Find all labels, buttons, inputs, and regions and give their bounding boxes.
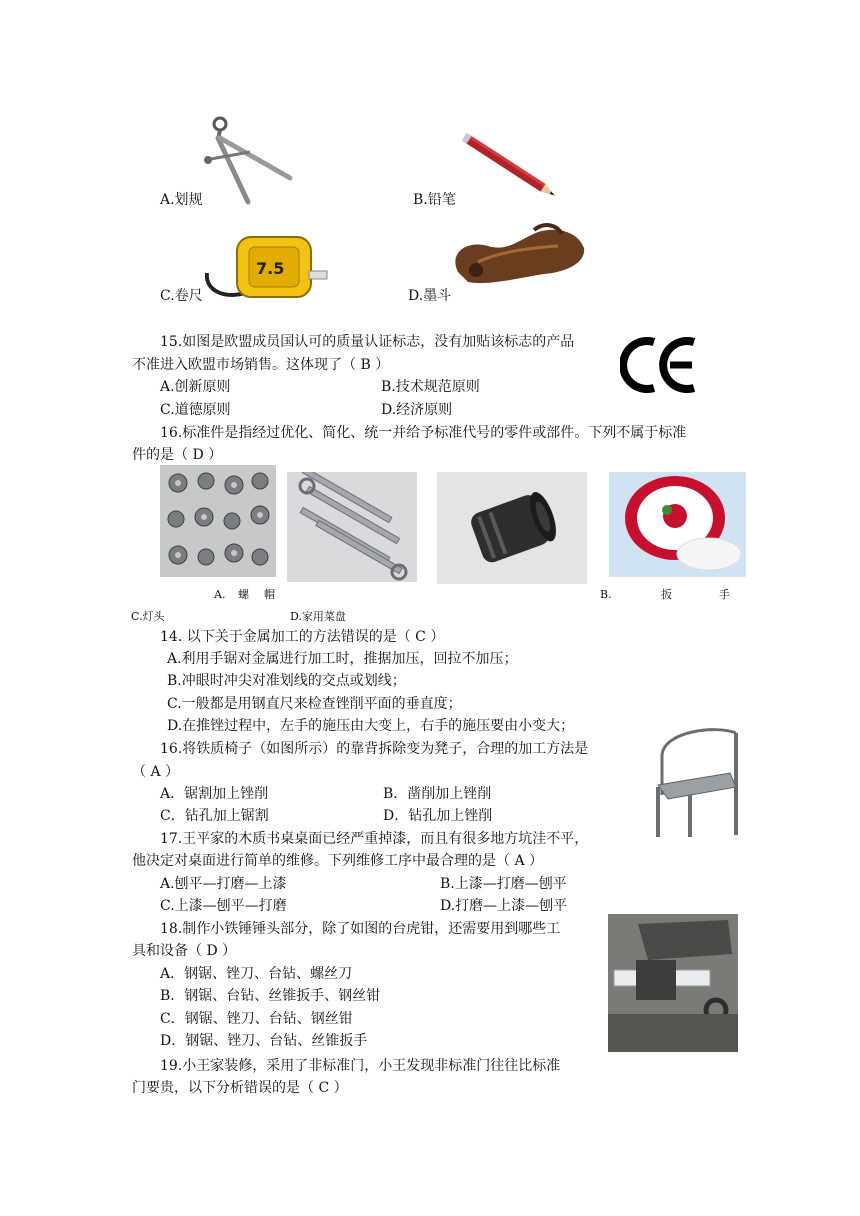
ink-marker-image: [448, 222, 588, 290]
q14-option-a: A.利用手锯对金属进行加工时，推据加压，回拉不加压；: [167, 651, 518, 667]
option-tape-measure: C.卷尺: [160, 288, 203, 304]
option-compass: A.划规: [160, 192, 203, 208]
q19-stem-line1: 19.小王家装修，采用了非标准门，小王发现非标准门往往比标准: [160, 1058, 561, 1074]
q16b-option-b: B．凿削加上锉削: [383, 786, 492, 802]
q15-stem-line1: 15.如图是欧盟成员国认可的质量认证标志，没有加贴该标志的产品: [160, 334, 575, 350]
tape-measure-image: [205, 233, 330, 301]
q16-label-b-char1: 扳: [661, 588, 672, 601]
q15-option-d: D.经济原则: [381, 402, 453, 418]
q14-option-c: C.一般都是用钢直尺来检查锉削平面的垂直度；: [167, 696, 462, 712]
q18-option-c: C．钢锯、锉刀、台钻、钢丝钳: [160, 1011, 353, 1027]
q17-stem-line2: 他决定对桌面进行简单的维修。下列维修工序中最合理的是（ A ）: [132, 853, 544, 869]
q16b-stem-line1: 16.将铁质椅子（如图所示）的靠背拆除变为凳子，合理的加工方法是: [160, 741, 589, 757]
q16-stem-line2: 件的是（ D ）: [132, 447, 223, 463]
q15-option-a: A.创新原则: [160, 379, 231, 395]
q14-option-b: B.冲眼时冲尖对准划线的交点或划线；: [167, 673, 406, 689]
lamp-socket-image: [437, 472, 587, 584]
q17-option-c: C.上漆—刨平—打磨: [160, 898, 287, 914]
q18-option-a: A．钢锯、锉刀、台钻、螺丝刀: [160, 966, 353, 982]
q16b-option-a: A．锯割加上锉削: [160, 786, 269, 802]
q16-label-b-char2: 手: [719, 588, 730, 601]
q17-option-b: B.上漆—打磨—刨平: [440, 876, 567, 892]
q18-stem-line1: 18.制作小铁锤锤头部分，除了如图的台虎钳，还需要用到哪些工: [160, 921, 561, 937]
q15-option-c: C.道德原则: [160, 402, 231, 418]
q16-label-c: C.灯头: [131, 610, 165, 623]
q18-option-d: D．钢锯、锉刀、台钻、丝锥扳手: [160, 1033, 368, 1049]
q17-stem-line1: 17.王平家的木质书桌桌面已经严重掉漆，而且有很多地方坑洼不平，: [160, 831, 589, 847]
q18-option-b: B．钢锯、台钻、丝锥扳手、钢丝钳: [160, 988, 381, 1004]
q17-option-a: A.刨平—打磨—上漆: [160, 876, 287, 892]
pencil-image: [455, 130, 565, 205]
dinner-plates-image: [609, 472, 746, 577]
bench-vise-image: [608, 914, 738, 1052]
q16b-option-d: D．钻孔加上锉削: [383, 808, 493, 824]
tape-measure-label: 7.5: [256, 259, 285, 278]
nuts-bolts-image: [160, 465, 276, 577]
q17-option-d: D.打磨—上漆—刨平: [440, 898, 568, 914]
q16-label-a-char1: 螺: [238, 588, 249, 601]
q16-label-b-prefix: B.: [600, 588, 612, 601]
wrenches-image: [287, 472, 417, 582]
q16b-stem-line2: （ A ）: [132, 764, 180, 780]
q16-label-a-char2: 帽: [264, 588, 275, 601]
compass-divider-image: [200, 110, 295, 210]
q16b-option-c: C．钻孔加上锯割: [160, 808, 269, 824]
q19-stem-line2: 门要贵，以下分析错误的是（ C ）: [132, 1080, 348, 1096]
q16-label-d: D.家用菜盘: [290, 610, 346, 623]
option-pencil: B.铅笔: [413, 192, 456, 208]
option-ink-marker: D.墨斗: [408, 288, 452, 304]
q15-option-b: B.技术规范原则: [381, 379, 480, 395]
q14-stem: 14. 以下关于金属加工的方法错误的是（ C ）: [160, 629, 445, 645]
q16-stem-line1: 16.标准件是指经过优化、简化、统一并给予标准代号的零件或部件。下列不属于标准: [160, 425, 687, 441]
q18-stem-line2: 具和设备（ D ）: [132, 943, 237, 959]
metal-chair-image: [650, 725, 740, 838]
ce-mark-logo: [620, 336, 700, 394]
q16-label-a-prefix: A.: [214, 588, 226, 601]
q14-option-d: D.在推锉过程中，左手的施压由大变上，右手的施压要由小变大；: [167, 718, 575, 734]
q15-stem-line2: 不准进入欧盟市场销售。这体现了（ B ）: [132, 357, 390, 373]
